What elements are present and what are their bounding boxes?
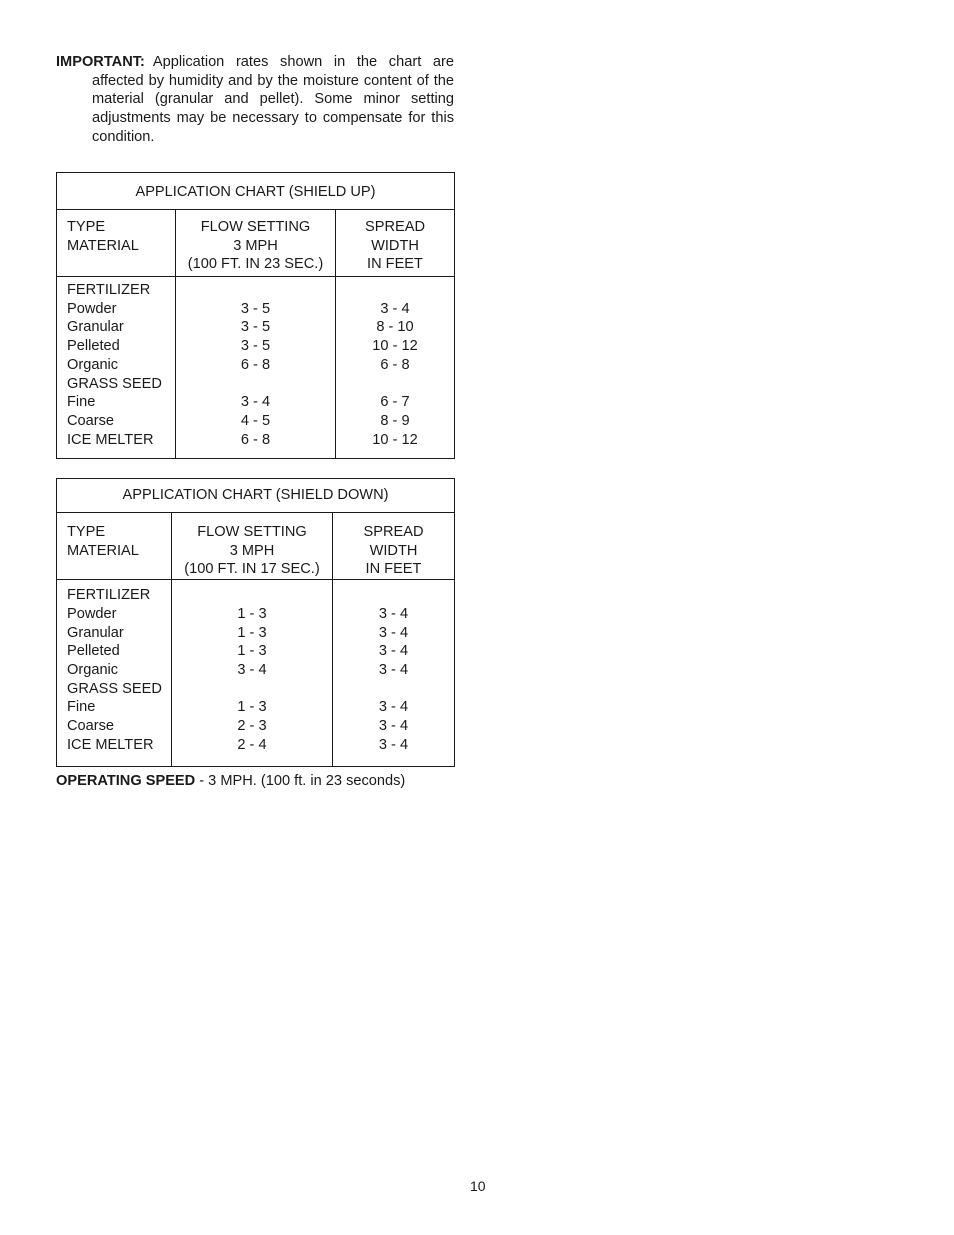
header-line: WIDTH [371, 237, 419, 254]
material-cell: Pelleted [67, 338, 120, 355]
material-column [57, 277, 176, 459]
flow-cell: 3 - 5 [240, 319, 271, 336]
material-cell: Powder [67, 605, 117, 622]
material-cell: GRASS SEED [67, 375, 162, 392]
spread-width-column [333, 580, 455, 767]
blank-cell [336, 375, 454, 394]
spread-cell: 8 - 10 [376, 319, 414, 336]
header-line: TYPE [67, 219, 106, 235]
spread-cell: 10 - 12 [372, 431, 418, 448]
spread-cell: 3 - 4 [378, 661, 409, 678]
flow-cell: 6 - 8 [240, 431, 271, 448]
spread-cell: 3 - 4 [378, 718, 409, 734]
header-line: (100 FT. IN 23 SEC.) [187, 256, 324, 273]
material-cell: Granular [67, 624, 124, 641]
material-cell: Organic [67, 661, 119, 678]
header-line: TYPE [67, 524, 106, 540]
spread-cell: 8 - 9 [380, 412, 410, 429]
material-cell: Fine [67, 699, 96, 716]
flow-cell: 1 - 3 [237, 699, 267, 716]
spread-width-header [336, 210, 455, 277]
important-note [56, 53, 454, 147]
page-number: 10 [470, 1178, 486, 1194]
spread-cell: 10 - 12 [372, 338, 418, 355]
important-label: IMPORTANT: [56, 54, 145, 70]
spread-cell: 3 - 4 [378, 736, 409, 753]
flow-setting-header [176, 210, 336, 277]
flow-cell: 1 - 3 [237, 643, 267, 660]
material-cell: ICE MELTER [67, 431, 154, 448]
spread-cell: 3 - 4 [378, 699, 409, 716]
flow-cell: 3 - 4 [240, 394, 271, 411]
flow-cell: 3 - 5 [240, 300, 271, 317]
spread-cell: 3 - 4 [378, 624, 409, 641]
flow-cell: 1 - 3 [237, 605, 267, 622]
flow-cell: 3 - 4 [237, 661, 267, 678]
header-line: 3 MPH [229, 542, 275, 559]
header-line: MATERIAL [67, 237, 139, 254]
chart-title: APPLICATION CHART (SHIELD UP) [57, 173, 455, 210]
application-chart-shield-up [56, 172, 455, 459]
blank-cell [176, 281, 335, 300]
type-material-header [57, 210, 176, 277]
flow-cell: 4 - 5 [240, 412, 271, 429]
header-line: MATERIAL [67, 542, 139, 559]
material-cell: FERTILIZER [67, 587, 151, 604]
spread-width-column [336, 277, 455, 459]
header-line: IN FEET [365, 561, 422, 578]
material-cell: Fine [67, 394, 96, 411]
spread-cell: 3 - 4 [378, 643, 409, 660]
type-material-header [57, 513, 172, 580]
spread-cell: 3 - 4 [378, 605, 409, 622]
spread-cell: 6 - 8 [380, 356, 410, 373]
header-line: WIDTH [369, 542, 418, 559]
flow-cell: 3 - 5 [240, 338, 271, 355]
blank-cell [336, 281, 454, 300]
header-line: FLOW SETTING [197, 524, 307, 540]
blank-cell [333, 586, 454, 605]
material-cell: Powder [67, 300, 117, 317]
blank-cell [333, 680, 454, 699]
application-chart-shield-down [56, 478, 455, 767]
material-column [57, 580, 172, 767]
header-line: SPREAD [364, 219, 425, 235]
spread-width-header [333, 513, 455, 580]
material-cell: ICE MELTER [67, 736, 154, 753]
material-cell: Coarse [67, 718, 115, 735]
operating-speed-text: - 3 MPH. (100 ft. in 23 seconds) [195, 773, 406, 789]
header-line: IN FEET [367, 256, 423, 273]
flow-setting-column [172, 580, 333, 767]
flow-cell: 1 - 3 [237, 624, 267, 641]
header-line: FLOW SETTING [200, 219, 311, 235]
flow-cell: 2 - 4 [237, 736, 267, 753]
spread-cell: 6 - 7 [380, 394, 410, 411]
chart-title: APPLICATION CHART (SHIELD DOWN) [57, 479, 455, 513]
important-text: Application rates shown in the chart are affected by humidity and by the moisture content of the material (granular and pellet). Some minor setting adjustments may be necessary to compensate for this condition. [92, 54, 454, 145]
blank-cell [172, 586, 332, 605]
flow-cell: 2 - 3 [237, 718, 267, 734]
header-line: SPREAD [363, 524, 424, 540]
spread-cell: 3 - 4 [380, 300, 410, 317]
header-line: (100 FT. IN 17 SEC.) [184, 561, 320, 578]
material-cell: Organic [67, 356, 119, 373]
material-cell: Coarse [67, 412, 115, 429]
material-cell: FERTILIZER [67, 282, 151, 298]
material-cell: Granular [67, 319, 124, 336]
operating-speed-note [56, 773, 405, 789]
header-line: 3 MPH [233, 237, 278, 254]
material-cell: GRASS SEED [67, 680, 162, 697]
flow-setting-header [172, 513, 333, 580]
operating-speed-label: OPERATING SPEED [56, 773, 196, 789]
blank-cell [172, 680, 332, 699]
flow-cell: 6 - 8 [240, 356, 271, 373]
blank-cell [176, 375, 335, 394]
material-cell: Pelleted [67, 643, 120, 660]
flow-setting-column [176, 277, 336, 459]
